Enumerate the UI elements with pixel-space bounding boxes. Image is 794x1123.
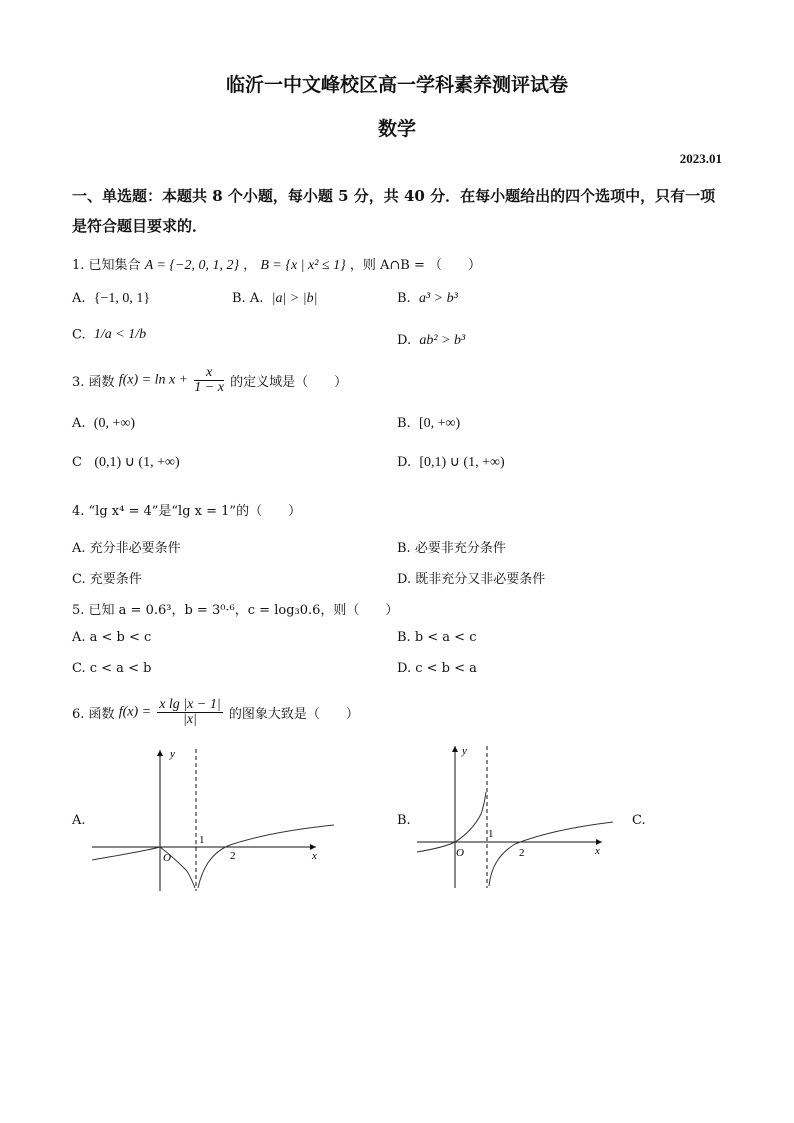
q4-option-b: B. 必要非充分条件 [397, 541, 506, 556]
question-4-stem: 4. “lg x⁴ = 4”是“lg x = 1”的（ ） [72, 504, 302, 519]
question-3-prefix: 3. 函数 [72, 375, 115, 390]
question-6-stem [72, 698, 359, 727]
q3-fraction [194, 366, 224, 395]
q4-option-a: A. 充分非必要条件 [72, 541, 181, 556]
x-label: x [595, 845, 600, 857]
exam-subject: 数学 [377, 118, 416, 140]
origin-label: O [456, 847, 464, 859]
x-label: x [312, 850, 317, 862]
q3-option-b-value: [0, +∞) [418, 416, 461, 431]
q5-option-d: D. c < b < a [397, 661, 477, 676]
q6-fraction-denominator: |x| [182, 712, 197, 727]
q1-option-d-label: C. [72, 327, 86, 343]
q3-option-b [397, 416, 460, 432]
q6-function: f(x) = [118, 704, 152, 720]
tick-2-label: 2 [519, 847, 525, 859]
tick-1-label: 1 [199, 834, 205, 846]
question-3-suffix: 的定义域是（ ） [230, 375, 348, 390]
q1-option-b-label: B. A. [232, 291, 264, 306]
question-1-stem [72, 254, 481, 274]
question-5-stem: 5. 已知 a = 0.6³，b = 3⁰·⁶，c = log₃0.6，则（ ） [72, 603, 399, 618]
curve-left [92, 847, 195, 888]
exam-title: 临沂一中文峰校区高一学科素养测评试卷 [225, 74, 568, 96]
q1-comma: ， [243, 258, 257, 273]
q3-fraction-denominator: 1 − x [194, 380, 224, 395]
q4-option-c: C. 充要条件 [72, 572, 142, 587]
q3-option-a [72, 416, 135, 432]
q3-option-d [397, 454, 505, 471]
q3-option-d-value: [0,1) ∪ (1, +∞) [419, 455, 505, 470]
q3-option-a-value: (0, +∞) [93, 416, 135, 431]
q1-option-e [397, 333, 465, 349]
q6-graph-a [90, 745, 340, 895]
q1-option-a [72, 291, 150, 307]
q1-option-b-value: |a| > |b| [271, 291, 318, 306]
q1-option-e-label: D. [397, 333, 412, 348]
q3-option-c-value: (0,1) ∪ (1, +∞) [94, 455, 180, 470]
q4-option-d: D. 既非充分又非必要条件 [397, 572, 546, 587]
curve-left [417, 792, 486, 852]
y-label: y [462, 745, 467, 757]
q1-option-a-label: A. [72, 291, 86, 306]
q1-option-c-label: B. [397, 291, 411, 306]
q6-fraction [157, 698, 222, 727]
question-3-stem [72, 366, 347, 395]
tick-2-label: 2 [230, 850, 236, 862]
section-heading: 一、单选题：本题共 8 个小题，每小题 5 分，共 40 分．在每小题给出的四个选项中，只有一项是符合题目要求的． [72, 187, 716, 235]
q3-function: f(x) = ln x + [118, 372, 189, 388]
q5-option-b: B. b < a < c [397, 630, 477, 645]
q1-option-c [397, 291, 458, 307]
question-6-suffix: 的图象大致是（ ） [228, 707, 359, 722]
q1-option-c-value: a³ > b³ [418, 291, 458, 306]
y-label: y [170, 748, 175, 760]
question-1-suffix: ，则 A∩B = （ ） [349, 258, 481, 273]
q1-option-d [72, 327, 146, 343]
q6-option-c-label: C. [632, 813, 646, 828]
set-a: A = {−2, 0, 1, 2} [144, 258, 240, 273]
q3-option-c-label: C [72, 455, 82, 470]
q6-fraction-numerator: x lg |x − 1| [159, 697, 221, 712]
q1-option-a-value: {−1, 0, 1} [93, 291, 151, 306]
question-1-prefix: 1. 已知集合 [72, 258, 141, 273]
q3-fraction-numerator: x [194, 366, 224, 381]
q1-option-e-value: ab² > b³ [419, 333, 466, 348]
question-6-prefix: 6. 函数 [72, 707, 115, 722]
q1-option-b [232, 291, 317, 307]
q3-option-d-label: D. [397, 455, 412, 470]
q5-option-a: A. a < b < c [72, 630, 152, 645]
q6-option-a-label: A. [72, 813, 86, 828]
q1-option-d-value: 1/a < 1/b [93, 327, 147, 342]
origin-label: O [163, 852, 171, 864]
q5-option-c: C. c < a < b [72, 661, 152, 676]
q3-option-b-label: B. [397, 416, 411, 431]
q3-option-c [72, 454, 180, 471]
q6-graph-b [415, 742, 615, 892]
q6-option-b-label: B. [397, 813, 411, 828]
exam-date: 2023.01 [679, 151, 722, 166]
tick-1-label: 1 [488, 828, 494, 840]
set-b: B = {x | x² ≤ 1} [260, 258, 346, 273]
q3-option-a-label: A. [72, 416, 86, 431]
